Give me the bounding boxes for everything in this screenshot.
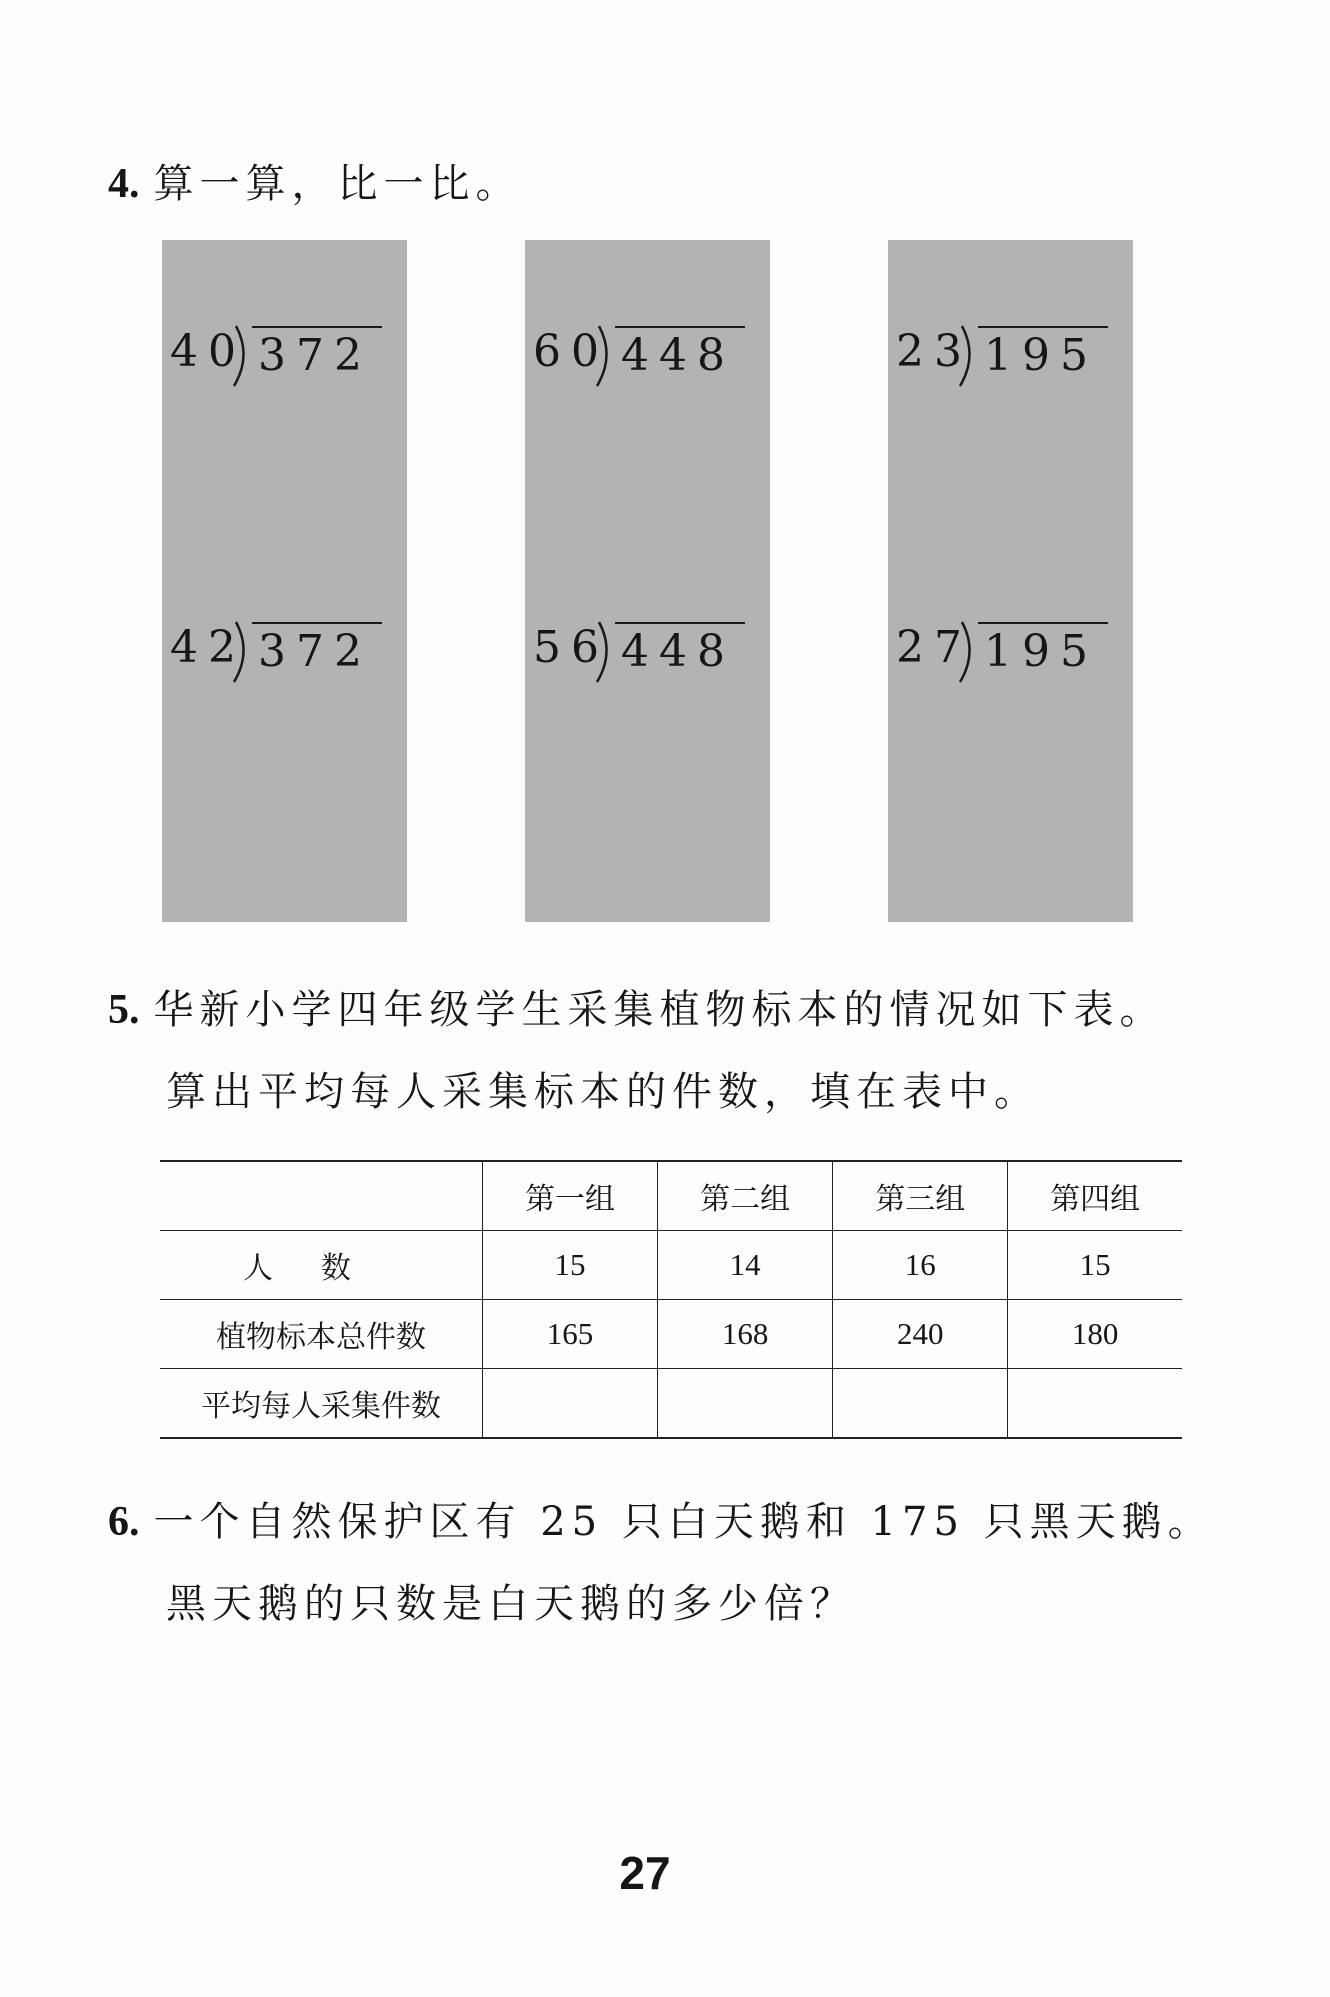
answer-cell[interactable] [1008,1369,1182,1439]
division-bracket-icon [956,614,982,684]
dividend: 372 [258,626,372,677]
division-bracket-icon [230,614,256,684]
table-cell: 16 [833,1231,1008,1300]
row-label-average: 平均每人采集件数 [160,1369,483,1439]
division-bracket-icon [593,614,619,684]
table-cell: 165 [483,1300,658,1369]
question-4-heading [108,152,522,209]
long-division-40-372[interactable] [170,318,400,388]
table-header-row [160,1161,1182,1231]
question-6-number: 6. [108,1499,140,1545]
row-label-people: 人数 [160,1231,483,1300]
question-6-line-1: 一个自然保护区有 25 只白天鹅和 175 只黑天鹅。 [153,1499,1214,1545]
division-bar [615,326,745,328]
dividend: 448 [621,330,735,381]
division-bar [252,326,382,328]
table-cell: 180 [1008,1300,1182,1369]
table-cell: 168 [658,1300,833,1369]
calc-panel-3 [888,240,1133,922]
specimen-table [160,1160,1182,1439]
question-4-number: 4. [108,161,140,207]
answer-cell[interactable] [833,1369,1008,1439]
dividend: 195 [984,626,1098,677]
dividend: 448 [621,626,735,677]
table-cell: 240 [833,1300,1008,1369]
divisor: 40 [170,326,246,377]
long-division-27-195[interactable] [896,614,1126,684]
division-bracket-icon [593,318,619,388]
dividend: 372 [258,330,372,381]
calc-panel-1 [162,240,407,922]
table-row [160,1369,1182,1439]
division-bar [252,622,382,624]
divisor: 23 [896,326,972,377]
long-division-23-195[interactable] [896,318,1126,388]
divisor: 42 [170,622,246,673]
table-row [160,1300,1182,1369]
answer-cell[interactable] [658,1369,833,1439]
long-division-60-448[interactable] [533,318,763,388]
division-bar [978,326,1108,328]
calc-panel-2 [525,240,770,922]
division-bar [978,622,1108,624]
question-5-line-1: 华新小学四年级学生采集植物标本的情况如下表。 [153,987,1166,1033]
table-cell: 14 [658,1231,833,1300]
division-bar [615,622,745,624]
division-bracket-icon [230,318,256,388]
table-header-cell: 第二组 [658,1161,833,1231]
answer-cell[interactable] [483,1369,658,1439]
row-label-total: 植物标本总件数 [160,1300,483,1369]
dividend: 195 [984,330,1098,381]
divisor: 27 [896,622,972,673]
table-header-cell: 第四组 [1008,1161,1182,1231]
divisor: 60 [533,326,609,377]
table-row [160,1231,1182,1300]
table-header-cell: 第一组 [483,1161,658,1231]
table-cell: 15 [1008,1231,1182,1300]
question-5-number: 5. [108,987,140,1033]
long-division-42-372[interactable] [170,614,400,684]
question-5-line-2: 算出平均每人采集标本的件数，填在表中。 [166,1069,1040,1115]
table-cell: 15 [483,1231,658,1300]
divisor: 56 [533,622,609,673]
long-division-56-448[interactable] [533,614,763,684]
question-6-heading [108,1490,1214,1547]
table-header-cell: 第三组 [833,1161,1008,1231]
question-4-text: 算一算，比一比。 [153,161,522,207]
table-header-cell [160,1161,483,1231]
question-5-heading [108,978,1166,1035]
page-number: 27 [619,1847,671,1899]
question-6-line-2: 黑天鹅的只数是白天鹅的多少倍？ [166,1581,856,1627]
division-bracket-icon [956,318,982,388]
